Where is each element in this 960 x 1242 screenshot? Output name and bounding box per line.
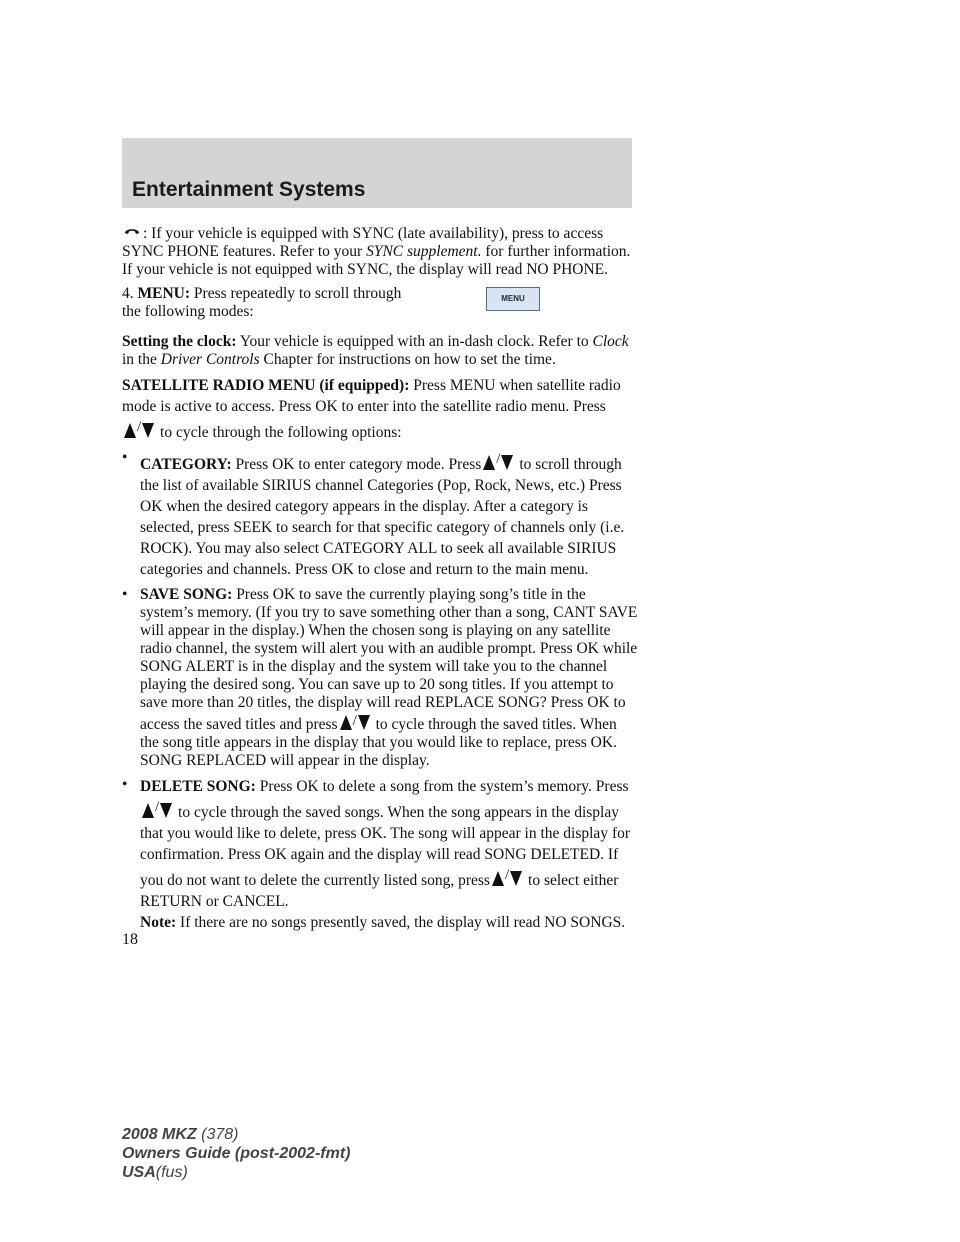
- footer-line-3: [122, 1163, 350, 1182]
- clock-label: Setting the clock:: [122, 333, 237, 350]
- save-song-bullet: [122, 586, 638, 770]
- arrow-separator: /: [137, 419, 142, 435]
- note-text: If there are no songs presently saved, the display will read NO SONGS.: [176, 914, 626, 931]
- up-down-arrows: [124, 417, 154, 438]
- up-arrow-icon: [340, 715, 352, 730]
- save-song-text-1: Press OK to save the currently playing song’s title in the system’s memory. (If you try to save something other than a song, CANT SAVE will appear in the display.) When the chosen song is playing on any satellite radio channel, the system will alert you with an audible prompt. Press OK while SONG ALERT is in the display and the system will take you to the channel playing the desired song. You can save up to 20 song titles. If you attempt to save more than 20 titles, the display will read REPLACE SONG? Press OK to access the saved titles and press: [140, 586, 638, 733]
- menu-item: [122, 285, 638, 321]
- clock-text-1: Your vehicle is equipped with an in-dash clock. Refer to: [236, 333, 593, 350]
- sync-phone-text-1: : If your vehicle is equipped with SYNC (late availability), press to access SYNC PHONE features. Refer to your: [122, 225, 604, 260]
- section-header-band: [122, 138, 632, 208]
- sync-phone-paragraph: [122, 222, 638, 279]
- up-arrow-icon: [492, 871, 504, 886]
- delete-song-label: DELETE SONG:: [140, 778, 256, 795]
- bullet: •: [122, 586, 128, 603]
- arrow-separator: /: [352, 713, 357, 729]
- footer-model-code: (378): [201, 1126, 239, 1143]
- arrow-separator: /: [155, 799, 160, 815]
- up-down-arrows: [340, 712, 370, 730]
- satellite-menu-label: SATELLITE RADIO MENU (if equipped):: [122, 377, 410, 394]
- page-number: 18: [122, 931, 138, 948]
- category-text: [140, 449, 638, 580]
- delete-song-text: [140, 776, 638, 933]
- footer-model: 2008 MKZ: [122, 1126, 197, 1143]
- clock-paragraph: [122, 333, 638, 369]
- up-arrow-icon: [142, 803, 154, 818]
- up-arrow-icon: [124, 423, 136, 438]
- note-label: Note:: [140, 914, 177, 931]
- menu-button-illustration: MENU: [486, 287, 540, 311]
- menu-label: MENU:: [137, 285, 191, 302]
- down-arrow-icon: [142, 423, 154, 438]
- delete-song-text-3: to select either RETURN or CANCEL.: [140, 872, 619, 910]
- save-song-text: [140, 586, 638, 770]
- delete-song-text-2: to cycle through the saved songs. When the song appears in the display that you would like to delete, press OK. The song will appear in the display for confirmation. Press OK again and the display will read SONG DELETED. If you do not want to delete the currently listed song, press: [140, 804, 631, 889]
- delete-song-text-1: Press OK to delete a song from the system’s memory. Press: [255, 778, 629, 795]
- driver-controls-ref: Driver Controls: [160, 351, 260, 368]
- save-song-label: SAVE SONG:: [140, 586, 233, 603]
- footer-line-1: [122, 1125, 350, 1144]
- page-content: [122, 222, 638, 939]
- satellite-menu-paragraph: [122, 375, 638, 443]
- bullet: •: [122, 449, 128, 466]
- up-down-arrows: [492, 865, 522, 886]
- menu-number: 4.: [122, 285, 138, 302]
- footer-line-2: Owners Guide (post-2002-fmt): [122, 1145, 351, 1162]
- down-arrow-icon: [358, 715, 370, 730]
- arrow-separator: /: [504, 867, 510, 883]
- document-footer: [122, 1125, 350, 1182]
- section-title: Entertainment Systems: [132, 178, 366, 201]
- sync-phone-text-2: for further information. If your vehicle is not equipped with SYNC, the display will read NO PHONE.: [122, 243, 631, 278]
- footer-region: USA: [122, 1164, 156, 1181]
- sync-supplement-ref: SYNC supplement.: [366, 243, 482, 260]
- bullet: •: [122, 776, 128, 793]
- clock-text-2: in the: [122, 351, 161, 368]
- clock-text-3: Chapter for instructions on how to set the time.: [259, 351, 556, 368]
- down-arrow-icon: [160, 803, 172, 818]
- phone-handset-icon: [124, 222, 140, 240]
- down-arrow-icon: [510, 871, 522, 886]
- save-song-text-2: to cycle through the saved titles. When the song title appears in the display that you would like to replace, press OK. SONG REPLACED will appear in the display.: [140, 716, 617, 769]
- satellite-menu-text-2: to cycle through the following options:: [156, 424, 402, 441]
- up-down-arrows: [483, 449, 513, 470]
- down-arrow-icon: [501, 455, 513, 470]
- category-bullet: [122, 449, 638, 580]
- category-text-1: Press OK to enter category mode. Press: [231, 456, 482, 473]
- arrow-separator: /: [496, 451, 501, 467]
- up-down-arrows: [142, 797, 172, 818]
- menu-text: Press repeatedly to scroll through the following modes:: [122, 285, 402, 320]
- category-text-2: to scroll through the list of available SIRIUS channel Categories (Pop, Rock, News, etc.) Press OK when the desired category appears in the display. After a category is selected, press SEEK to search for that specific category of channels only (i.e. ROCK). You may also select CATEGORY ALL to seek all available SIRIUS categories and channels. Press OK to close and return to the main menu.: [140, 456, 625, 578]
- delete-song-bullet: [122, 776, 638, 933]
- category-label: CATEGORY:: [140, 456, 232, 473]
- footer-region-code: (fus): [155, 1164, 188, 1181]
- satellite-menu-text-1: Press MENU when satellite radio mode is active to access. Press OK to enter into the satellite radio menu. Press: [122, 377, 621, 415]
- menu-paragraph: [122, 285, 422, 321]
- clock-ref: Clock: [592, 333, 629, 350]
- up-arrow-icon: [483, 455, 495, 470]
